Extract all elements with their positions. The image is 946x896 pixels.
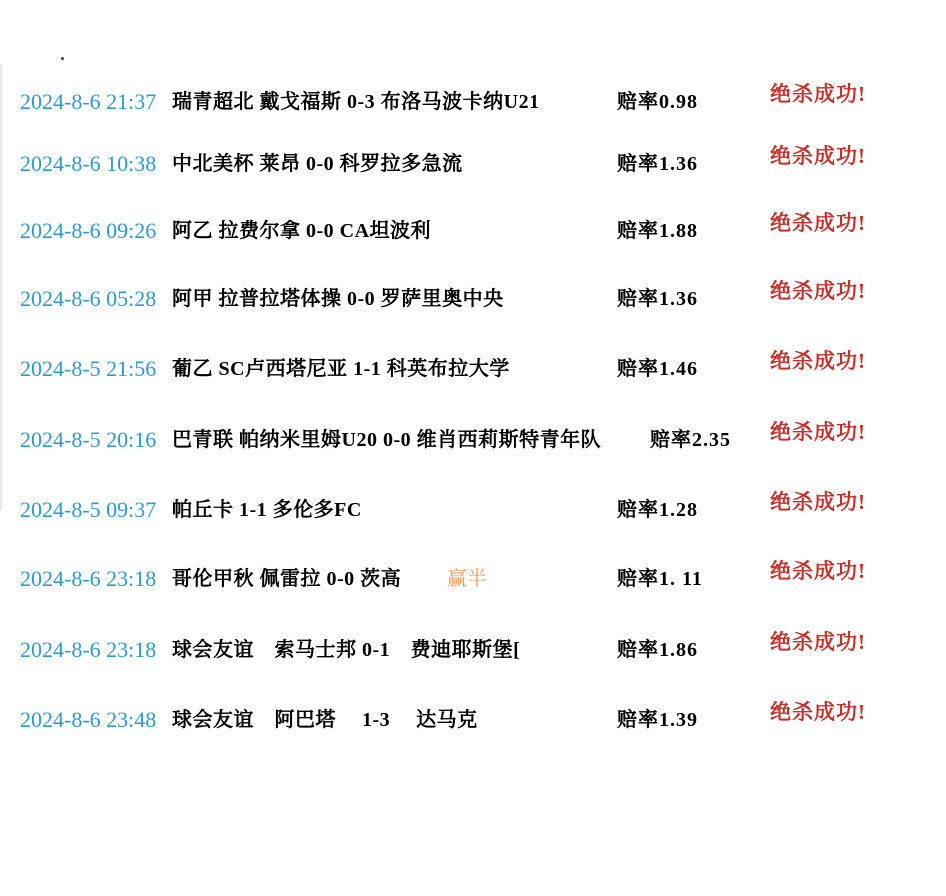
match-row <box>0 490 946 526</box>
odds-value: 赔率2.35 <box>650 429 731 451</box>
result-status: 绝杀成功! <box>770 279 866 303</box>
match-row <box>0 700 946 736</box>
match-row <box>0 559 946 595</box>
result-status: 绝杀成功! <box>770 490 866 514</box>
match-time: 2024-8-6 23:18 <box>20 566 157 591</box>
match-text: 巴青联 帕纳米里姆U20 0-0 维肖西莉斯特青年队 <box>172 429 602 451</box>
match-text: 哥伦甲秋 佩雷拉 0-0 茨高 <box>172 568 402 590</box>
result-status: 绝杀成功! <box>770 349 866 373</box>
match-text: 帕丘卡 1-1 多伦多FC <box>172 499 362 521</box>
match-row <box>0 211 946 247</box>
stray-dot <box>61 57 64 60</box>
odds-value: 赔率0.98 <box>617 91 698 113</box>
match-row <box>0 144 946 180</box>
match-text: 瑞青超北 戴戈福斯 0-3 布洛马波卡纳U21 <box>172 91 540 113</box>
match-text: 球会友谊 阿巴塔 1-3 达马克 <box>172 709 478 731</box>
odds-value: 赔率1.39 <box>617 709 698 731</box>
odds-value: 赔率1.46 <box>617 358 698 380</box>
match-row <box>0 420 946 456</box>
result-status: 绝杀成功! <box>770 700 866 724</box>
match-time: 2024-8-5 20:16 <box>20 427 157 452</box>
match-text: 葡乙 SC卢西塔尼亚 1-1 科英布拉大学 <box>172 358 510 380</box>
match-text: 阿甲 拉普拉塔体操 0-0 罗萨里奥中央 <box>172 288 504 310</box>
match-time: 2024-8-6 21:37 <box>20 89 157 114</box>
result-status: 绝杀成功! <box>770 144 866 168</box>
match-text: 阿乙 拉费尔拿 0-0 CA坦波利 <box>172 220 432 242</box>
half-win-note: 赢半 <box>447 568 487 590</box>
match-text: 球会友谊 索马士邦 0-1 费迪耶斯堡[ <box>172 639 521 661</box>
result-status: 绝杀成功! <box>770 420 866 444</box>
match-row <box>0 630 946 666</box>
match-time: 2024-8-6 23:48 <box>20 707 157 732</box>
match-row <box>0 279 946 315</box>
match-time: 2024-8-5 09:37 <box>20 497 157 522</box>
odds-value: 赔率1.86 <box>617 639 698 661</box>
match-row <box>0 349 946 385</box>
match-time: 2024-8-6 05:28 <box>20 286 157 311</box>
odds-value: 赔率1.36 <box>617 153 698 175</box>
result-status: 绝杀成功! <box>770 559 866 583</box>
match-time: 2024-8-6 23:18 <box>20 637 157 662</box>
result-status: 绝杀成功! <box>770 630 866 654</box>
match-time: 2024-8-6 09:26 <box>20 218 157 243</box>
match-time: 2024-8-6 10:38 <box>20 151 157 176</box>
result-status: 绝杀成功! <box>770 82 866 106</box>
match-row <box>0 82 946 118</box>
odds-value: 赔率1.36 <box>617 288 698 310</box>
match-text: 中北美杯 莱昂 0-0 科罗拉多急流 <box>172 153 463 175</box>
odds-value: 赔率1. 11 <box>617 568 703 590</box>
match-time: 2024-8-5 21:56 <box>20 356 157 381</box>
odds-value: 赔率1.88 <box>617 220 698 242</box>
odds-value: 赔率1.28 <box>617 499 698 521</box>
result-status: 绝杀成功! <box>770 211 866 235</box>
